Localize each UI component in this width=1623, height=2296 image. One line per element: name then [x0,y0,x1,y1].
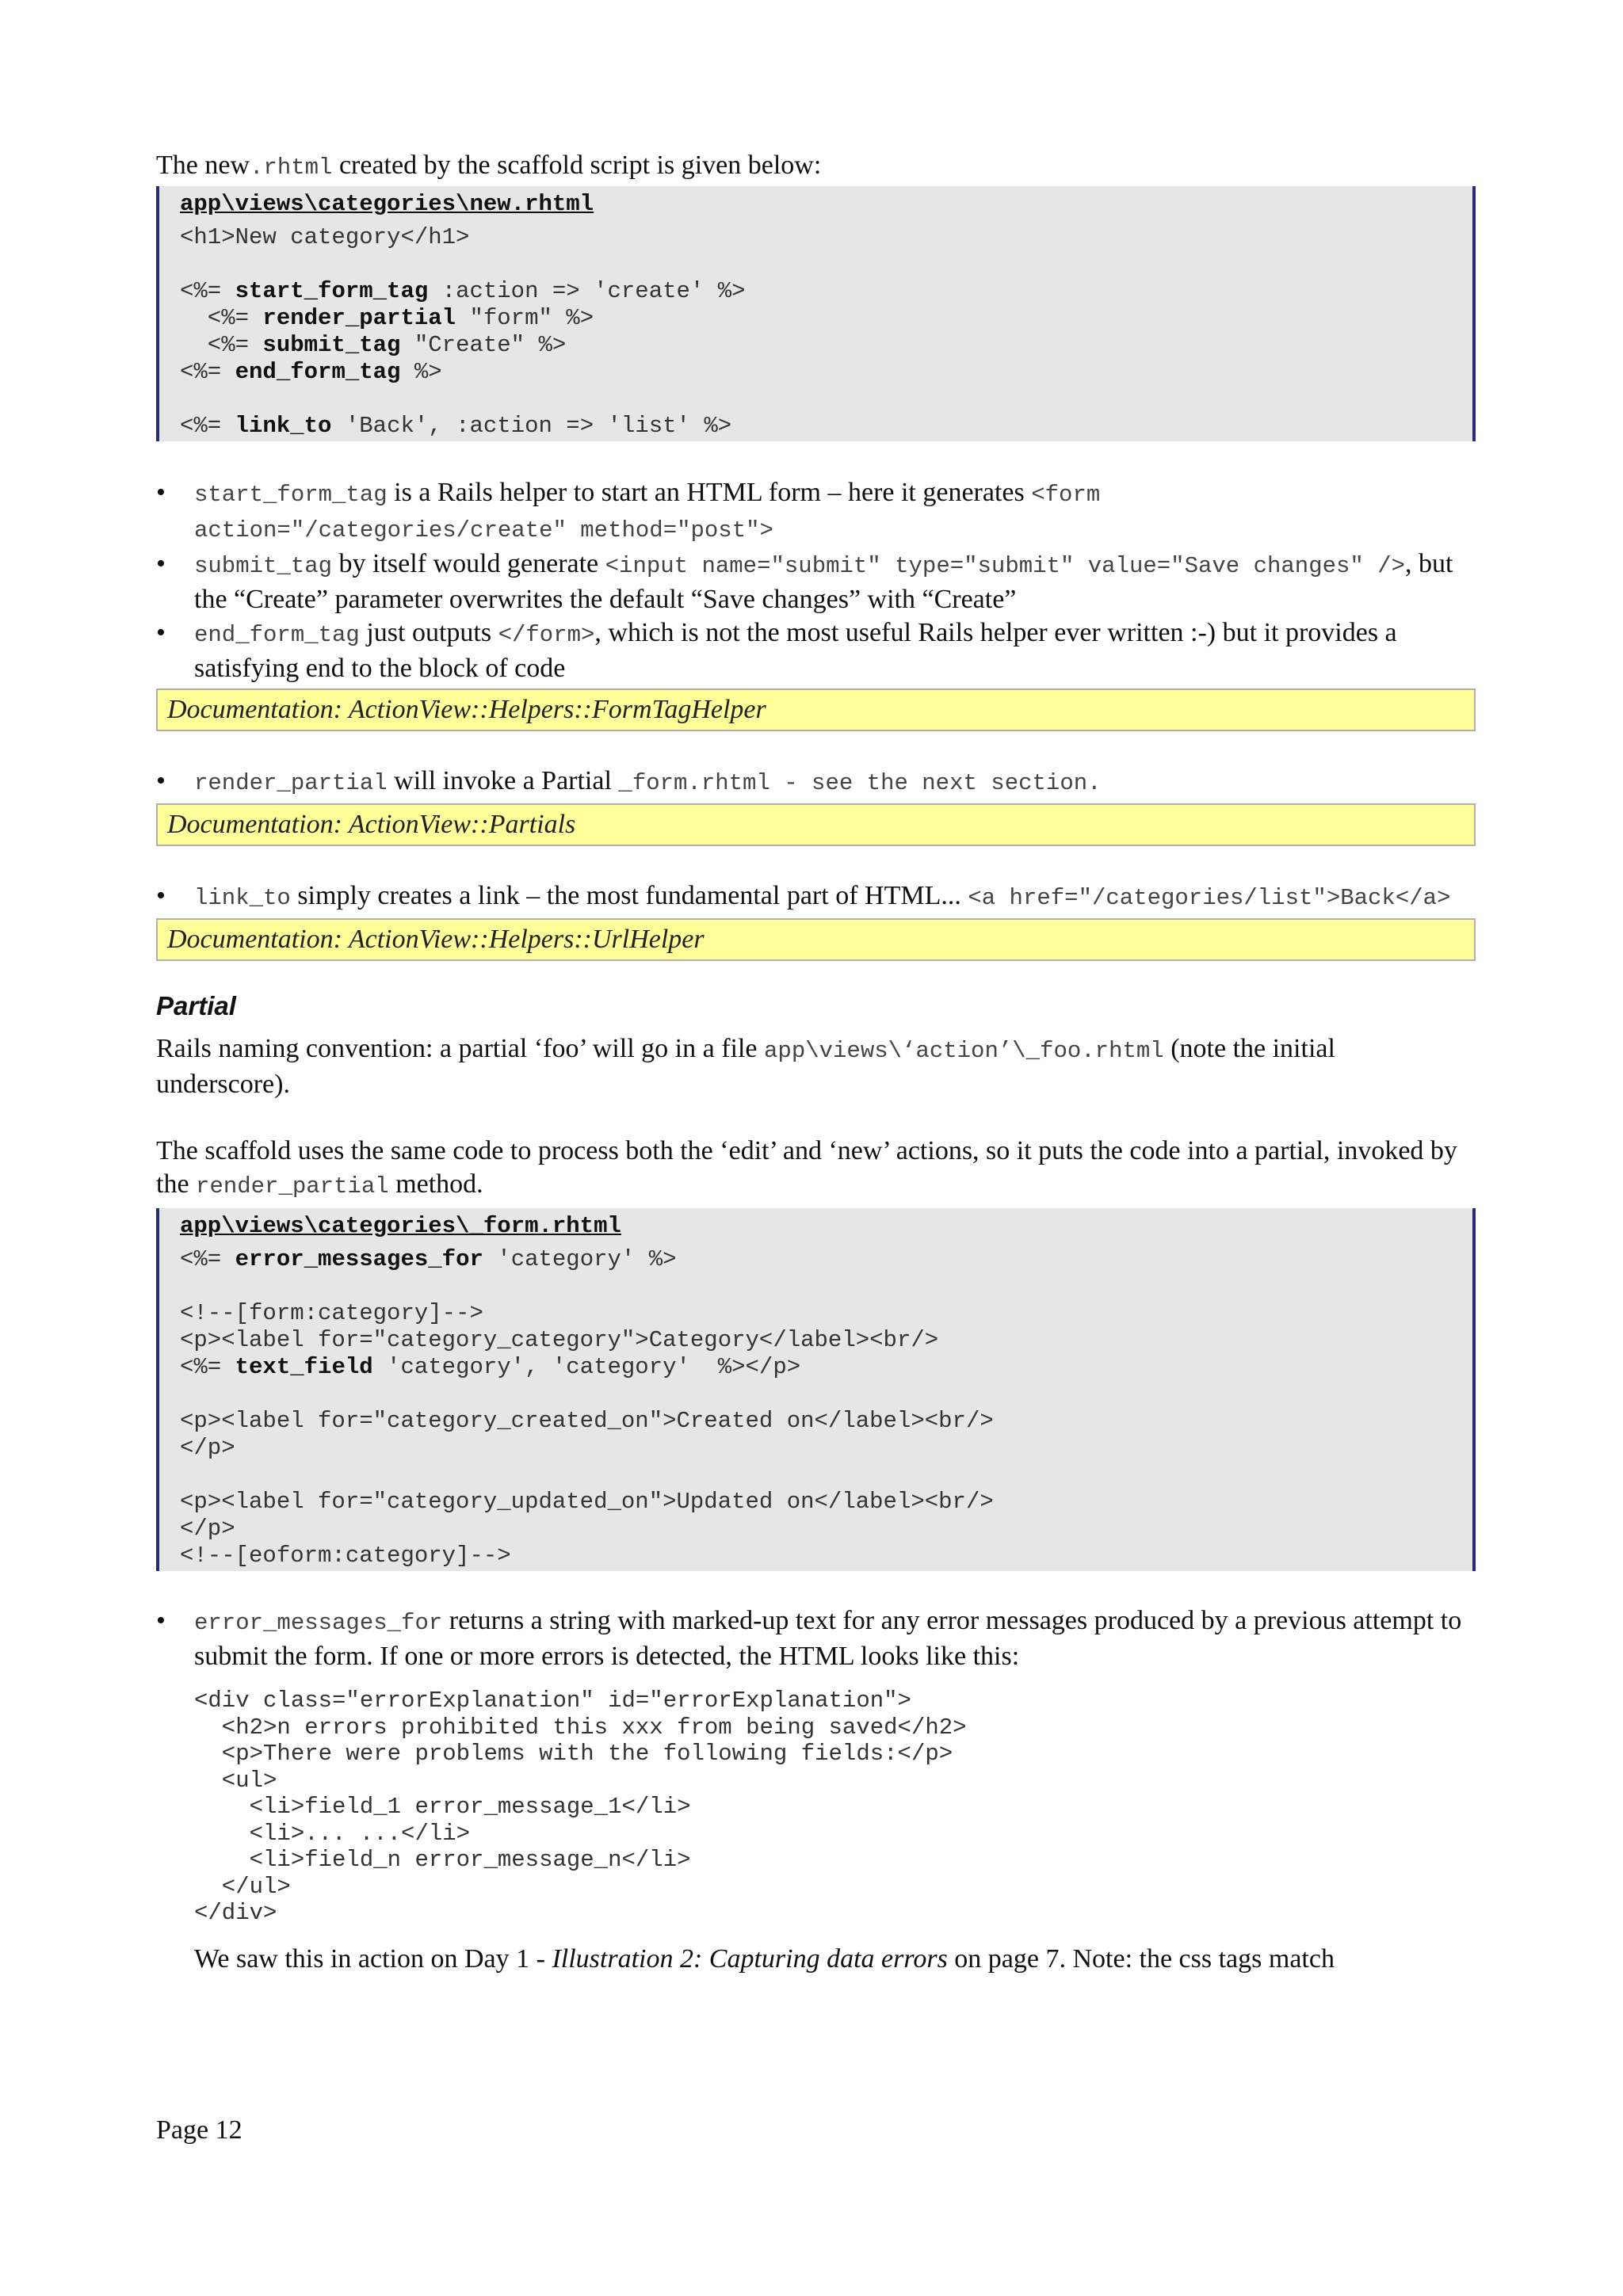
code-line: <h2>n errors prohibited this xxx from being saved</h2> [194,1714,967,1741]
code-line: </ul> [194,1873,291,1900]
code-block-title: app\views\categories\_form.rhtml [180,1213,621,1239]
code-line: <h1>New category</h1> [180,224,470,250]
error-html-example [156,1688,1476,1927]
documentation-note: Documentation: ActionView::Partials [156,803,1476,846]
code-line: <%= end_form_tag %> [180,359,442,385]
naming-convention-paragraph: Rails naming convention: a partial ‘foo’ will go in a file app\views\‘action’\_foo.rhtml (note the initial underscore). [156,1034,1335,1099]
code-line: <li>field_n error_message_n</li> [194,1847,691,1873]
code-line: <%= start_form_tag :action => 'create' %> [180,278,746,304]
code-line: </p> [180,1435,235,1461]
code-line: <div class="errorExplanation" id="errorExplanation"> [194,1688,911,1714]
code-line: <%= error_messages_for 'category' %> [180,1246,677,1272]
code-block-title: app\views\categories\new.rhtml [180,191,594,217]
code-line: <%= submit_tag "Create" %> [180,332,567,358]
code-line: <%= link_to 'Back', :action => 'list' %> [180,413,732,439]
closing-paragraph: We saw this in action on Day 1 - Illustration 2: Capturing data errors on page 7. Note: the css tags match [194,1943,1335,1974]
code-line: </p> [180,1516,235,1542]
scaffold-paragraph: The scaffold uses the same code to process both the ‘edit’ and ‘new’ actions, so it puts the code into a partial, invoked by the render_partial method. [156,1136,1457,1199]
partial-bullet-list [156,765,1476,800]
code-line: <li>... ...</li> [194,1820,471,1847]
list-item: • submit_tag by itself would generate <input name="submit" type="submit" value="Save changes" />, but the “Create” parameter overwrites the default “Save changes” with “Create” [156,547,1476,616]
list-item: • render_partial will invoke a Partial _form.rhtml - see the next section. [156,765,1476,800]
list-item: • end_form_tag just outputs </form>, which is not the most useful Rails helper ever written :-) but it provides a satisfying end to the block of code [156,616,1476,685]
code-line: <%= text_field 'category', 'category' %></p> [180,1354,801,1380]
code-line: <p><label for="category_category">Category</label><br/> [180,1327,939,1353]
page-number: Page 12 [156,2115,242,2145]
code-line [180,1273,1472,1300]
code-line: <%= render_partial "form" %> [180,305,594,331]
intro-text: The new [156,151,250,180]
link-bullet-list [156,879,1476,915]
code-block-form-rhtml [156,1208,1476,1571]
code-block-new-rhtml [156,186,1476,441]
code-line [180,251,1472,278]
helper-bullet-list [156,476,1476,685]
code-line: <ul> [194,1767,277,1794]
code-line: <!--[form:category]--> [180,1300,483,1326]
code-line: <!--[eoform:category]--> [180,1543,511,1569]
error-messages-bullet-list [156,1604,1476,1673]
intro-code: .rhtml [250,154,333,181]
list-item: • link_to simply creates a link – the most fundamental part of HTML... <a href="/categories/list">Back</a> [156,879,1476,915]
code-line: </div> [194,1900,277,1926]
documentation-note: Documentation: ActionView::Helpers::UrlHelper [156,918,1476,961]
list-item: • error_messages_for returns a string with marked-up text for any error messages produced by a previous attempt to submit the form. If one or more errors is detected, the HTML looks like this: [156,1604,1476,1673]
page-content [156,149,1476,1976]
code-line [180,1462,1472,1489]
intro-paragraph [156,149,1476,185]
code-line [180,1381,1472,1408]
documentation-note: Documentation: ActionView::Helpers::FormTagHelper [156,688,1476,731]
list-item: • start_form_tag is a Rails helper to start an HTML form – here it generates <form action="/categories/create" method="post"> [156,476,1476,547]
section-heading: Partial [156,991,236,1020]
intro-text-end: created by the scaffold script is given below: [332,151,822,180]
code-line: <li>field_1 error_message_1</li> [194,1794,691,1820]
code-line: <p>There were problems with the following fields:</p> [194,1741,953,1767]
code-line [180,386,1472,413]
code-line: <p><label for="category_updated_on">Updated on</label><br/> [180,1489,994,1515]
code-line: <p><label for="category_created_on">Created on</label><br/> [180,1408,994,1434]
